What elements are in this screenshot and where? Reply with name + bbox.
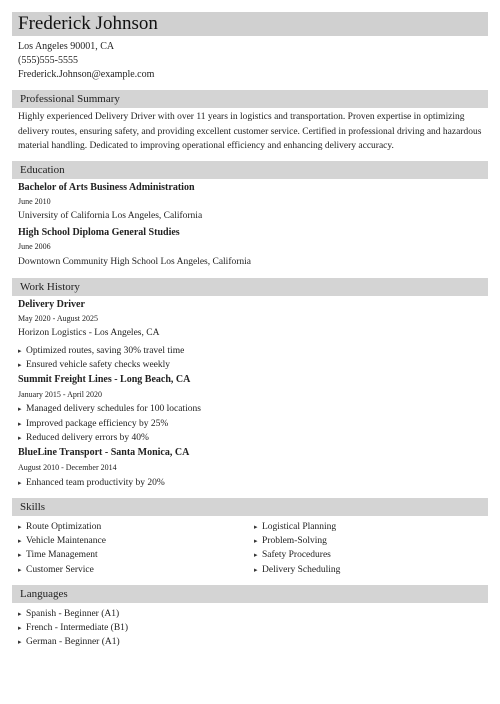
skills-section-header	[12, 498, 488, 516]
education-school: University of California Los Angeles, California	[18, 211, 203, 221]
education-degree: Bachelor of Arts Business Administration	[18, 182, 195, 193]
skill-item: ▸ Customer Service	[18, 564, 94, 576]
candidate-name: Frederick Johnson	[18, 13, 158, 34]
job-title: Summit Freight Lines - Long Beach, CA	[18, 374, 191, 385]
skill-item: ▸ Time Management	[18, 549, 98, 561]
contact-phone: (555)555-5555	[18, 55, 78, 66]
education-school: Downtown Community High School Los Angeles, California	[18, 257, 252, 267]
job-bullet: ▸ Enhanced team productivity by 20%	[18, 477, 165, 489]
job-company: Horizon Logistics - Los Angeles, CA	[18, 328, 160, 338]
education-section-title: Education	[20, 164, 65, 176]
education-date: June 2010	[18, 197, 51, 206]
job-dates: May 2020 - August 2025	[18, 314, 98, 323]
contact-email: Frederick.Johnson@example.com	[18, 69, 155, 80]
job-bullet: ▸ Ensured vehicle safety checks weekly	[18, 359, 170, 371]
education-degree: High School Diploma General Studies	[18, 227, 180, 238]
language-item: ▸ French - Intermediate (B1)	[18, 622, 128, 634]
summary-section-title: Professional Summary	[20, 93, 120, 105]
language-item: ▸ German - Beginner (A1)	[18, 636, 120, 648]
job-bullet: ▸ Reduced delivery errors by 40%	[18, 432, 149, 444]
job-bullet: ▸ Improved package efficiency by 25%	[18, 418, 168, 430]
skill-item: ▸ Logistical Planning	[254, 521, 336, 533]
languages-section-title: Languages	[20, 588, 68, 600]
work-section-title: Work History	[20, 281, 80, 293]
skill-item: ▸ Vehicle Maintenance	[18, 535, 106, 547]
job-bullet: ▸ Optimized routes, saving 30% travel time	[18, 345, 184, 357]
job-dates: January 2015 - April 2020	[18, 390, 102, 399]
summary-section-header	[12, 90, 488, 108]
skills-section-title: Skills	[20, 501, 46, 513]
skill-item: ▸ Safety Procedures	[254, 549, 331, 561]
work-section-header	[12, 278, 488, 296]
skill-item: ▸ Route Optimization	[18, 521, 101, 533]
language-item: ▸ Spanish - Beginner (A1)	[18, 608, 119, 620]
skill-item: ▸ Delivery Scheduling	[254, 564, 340, 576]
job-dates: August 2010 - December 2014	[18, 463, 117, 472]
job-title: BlueLine Transport - Santa Monica, CA	[18, 447, 190, 458]
contact-location: Los Angeles 90001, CA	[18, 41, 115, 52]
job-bullet: ▸ Managed delivery schedules for 100 locations	[18, 403, 201, 415]
skill-item: ▸ Problem-Solving	[254, 535, 327, 547]
education-date: June 2006	[18, 242, 51, 251]
summary-text: Highly experienced Delivery Driver with over 11 years in logistics and transportation. Proven expertise in optimizing delivery routes, ensuring safety, and providing excellent customer service. Certified in professional driving and hazardous material handling. Dedicated to improving operational efficiency and enhancing delivery accuracy.	[18, 112, 482, 151]
job-title: Delivery Driver	[18, 299, 85, 310]
name-header-bar	[12, 12, 488, 36]
education-section-header	[12, 161, 488, 179]
languages-section-header	[12, 585, 488, 603]
